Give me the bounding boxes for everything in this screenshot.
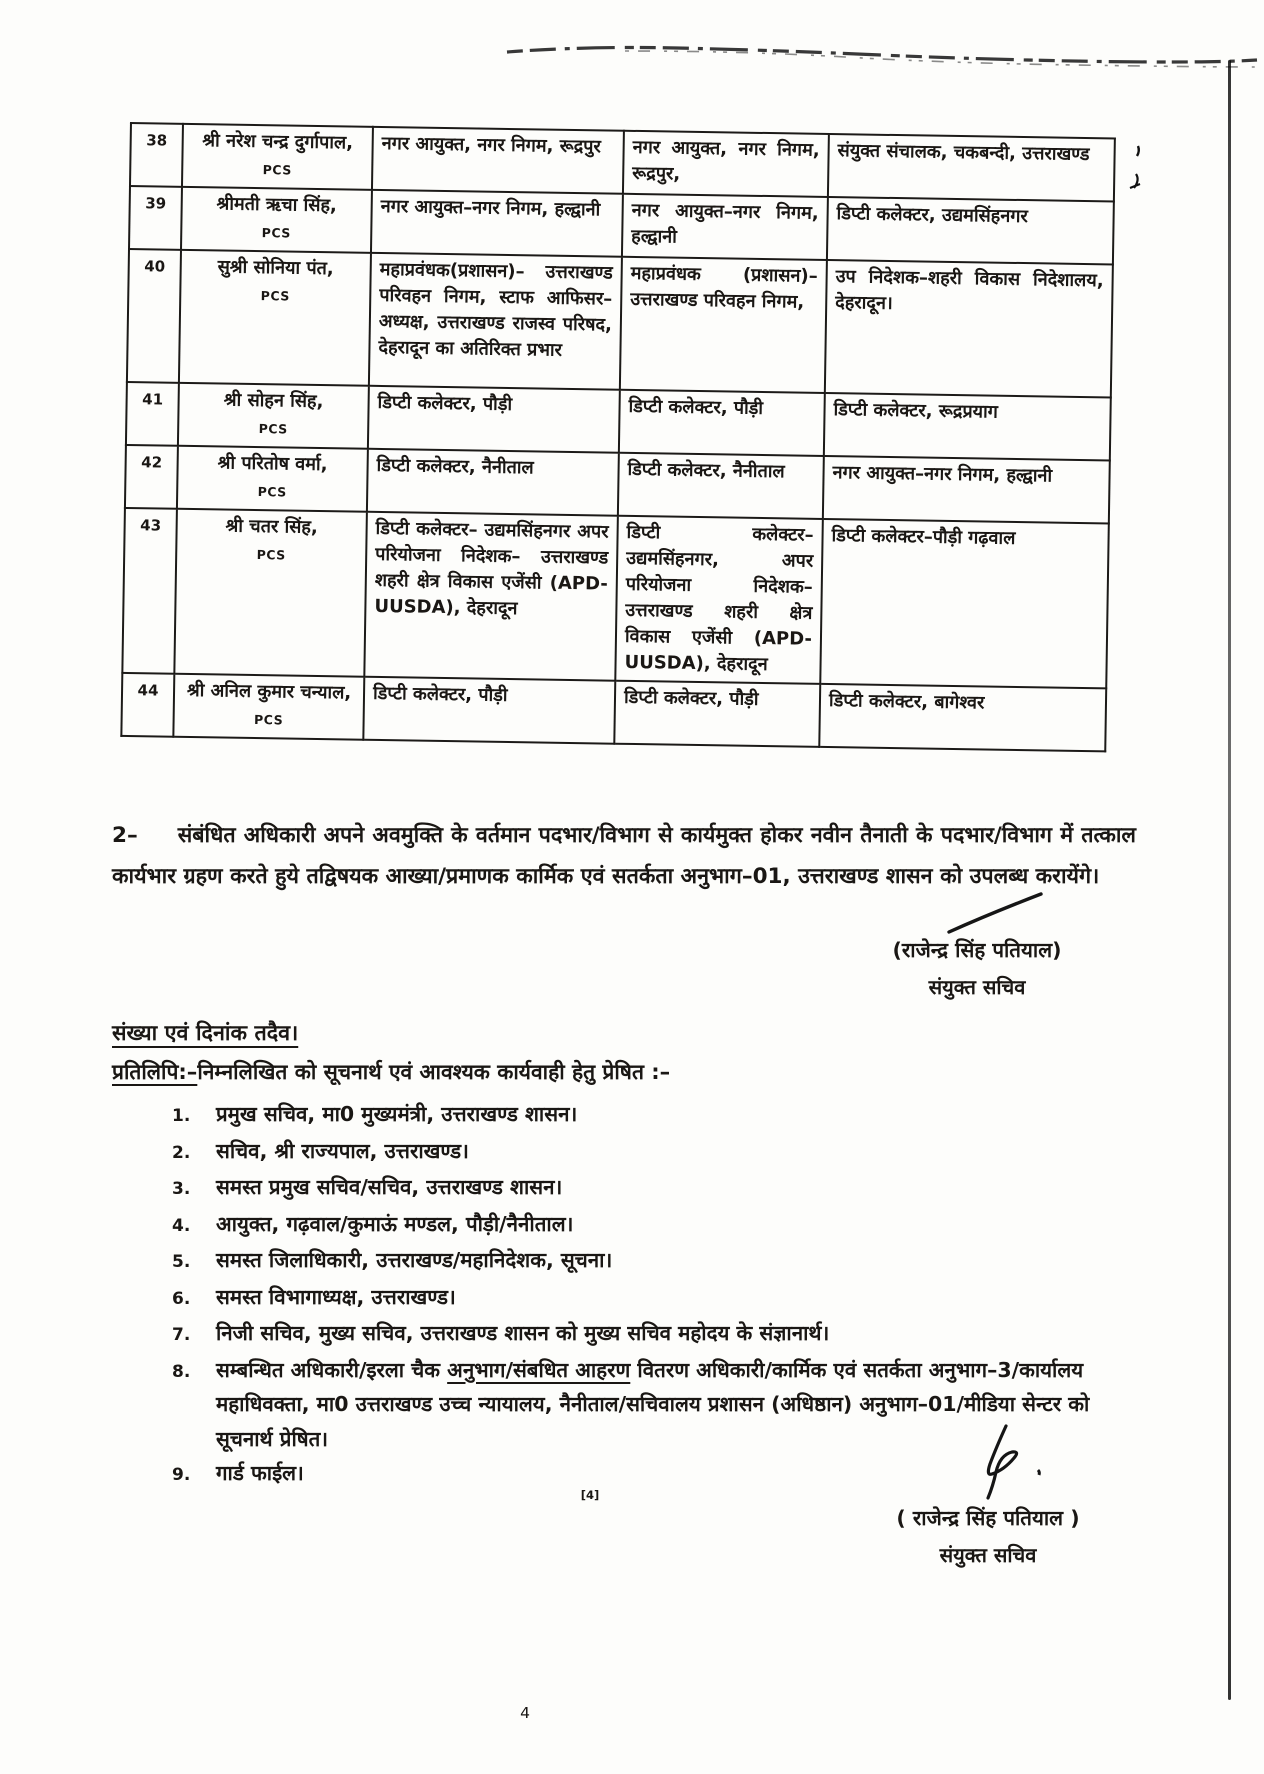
officer-name: श्री सोहन सिंह, [223,389,324,413]
officer-name-cell [179,250,371,386]
item-number: 6. [172,1288,191,1309]
item-8-underlined: अनुभाग/संबधित आहरण [447,1357,631,1382]
new-post-cell: डिप्टी कलेक्टर, रूद्रप्रयाग [824,393,1111,460]
officer-cadre: PCS [262,162,292,178]
ink-tick-marks [1122,142,1152,197]
signatory-title: संयुक्त सचिव [939,1543,1037,1567]
present-post-cell: डिप्टी कलेक्टर, पौड़ी [363,677,615,744]
serial-cell: 41 [126,382,179,446]
item-number: 5. [172,1252,191,1272]
relieved-post-cell: डिप्टी कलेक्टर, पौड़ी [619,390,825,456]
para-2-text: संबंधित अधिकारी अपने अवमुक्ति के वर्तमान पदभार/विभाग से कार्यमुक्त होकर नवीन तैनाती के पदभार/विभाग में तत्काल कार्यभार ग्रहण करते हुये तद्विषयक आख्या/प्रमाणक कार्मिक एवं सतर्कता अनुभाग–01, उत्तराखण्ड शासन को उपलब्ध करायेंगे। [112,822,1136,889]
item-8-post: वितरण अधिकारी/कार्मिक एवं सतर्कता अनुभाग–3/कार्यालय महाधिवक्ता, मा0 उत्तराखण्ड उच्च न्यायालय, नैनीताल/सचिवालय प्रशासन (अधिष्ठान) अनुभाग–01/मीडिया सेन्टर को सूचनार्थ प्रेषित। [216,1357,1090,1451]
signatory-name: (राजेन्द्र सिंह पतियाल) [892,938,1062,962]
item-text: आयुक्त, गढ़वाल/कुमाऊं मण्डल, पौड़ी/नैनीताल। [216,1211,574,1236]
para-2 [112,815,1136,897]
relieved-post-cell: डिप्टी कलेक्टर– उद्यमसिंहनगर, अपर परियोजना निदेशक– उत्तराखण्ड शहरी क्षेत्र विकास एजेंसी (APD-UUSDA), देहरादून [615,516,823,684]
page-number: 4 [520,1704,530,1722]
footer-ref: [4] [580,1488,600,1502]
item-number: 4. [172,1215,191,1236]
item-number: 8. [172,1361,191,1382]
list-item [172,1097,1110,1134]
present-post-cell: महाप्रवंधक(प्रशासन)– उत्तराखण्ड परिवहन निगम, स्टाफ आफिसर–अध्यक्ष, उत्तराखण्ड राजस्व परिषद, देहरादून का अतिरिक्त प्रभार [369,253,622,390]
item-number: 1. [172,1106,191,1126]
new-post-cell: डिप्टी कलेक्टर, बागेश्वर [819,684,1106,751]
officer-name-cell [177,446,368,512]
ref-date-line: संख्या एवं दिनांक तदैव। [112,1021,299,1046]
present-post-cell: डिप्टी कलेक्टर, नैनीताल [367,449,619,516]
item-text: समस्त विभागाध्यक्ष, उत्तराखण्ड। [216,1284,456,1309]
list-item [172,1170,1110,1207]
present-post-cell: नगर आयुक्त–नगर निगम, हल्द्वानी [371,190,623,257]
item-number: 2. [172,1142,191,1163]
officer-cadre: PCS [260,288,290,304]
list-item [172,1280,1110,1317]
new-post-cell: नगर आयुक्त–नगर निगम, हल्द्वानी [823,456,1110,523]
new-post-cell: उप निदेशक–शहरी विकास निदेशालय, देहरादून। [825,260,1113,397]
present-post-cell: डिप्टी कलेक्टर– उद्यमसिंहनगर अपर परियोजना निदेशक– उत्तराखण्ड शहरी क्षेत्र विकास एजेंसी (APD-UUSDA), देहरादून [364,512,618,681]
signature-scribble [868,1412,1108,1504]
table-row [127,249,1113,397]
officer-name-cell [182,124,373,190]
para-2-number: 2– [112,822,138,848]
serial-cell: 43 [122,508,177,674]
transfer-orders-table [120,122,1116,752]
officer-name: श्री अनिल कुमार चन्याल, [186,679,352,704]
serial-cell: 38 [130,123,183,187]
officer-name-cell [181,187,372,253]
serial-cell: 39 [129,186,182,250]
relieved-post-cell: नगर आयुक्त, नगर निगम, रूद्रपुर, [623,131,829,197]
item-number: 9. [172,1465,191,1485]
officer-cadre: PCS [261,225,291,241]
signatory-name: ( राजेन्द्र सिंह पतियाल ) [896,1506,1080,1530]
table-row [122,508,1108,688]
transfer-orders-table-wrap [120,122,1114,752]
smudge-dashed-line [505,36,1264,78]
relieved-post-cell: नगर आयुक्त–नगर निगम, हल्द्वानी [622,194,828,260]
signature-block-1 [857,888,1097,1000]
relieved-post-cell: डिप्टी कलेक्टर, पौड़ी [614,681,820,747]
item-text: समस्त जिलाधिकारी, उत्तराखण्ड/महानिदेशक, सूचना। [216,1248,613,1272]
serial-cell: 42 [125,445,178,509]
officer-cadre: PCS [256,547,286,563]
item-text: निजी सचिव, मुख्य सचिव, उत्तराखण्ड शासन को मुख्य सचिव महोदय के संज्ञानार्थ। [216,1321,830,1345]
present-post-cell: डिप्टी कलेक्टर, पौड़ी [368,386,620,453]
officer-cadre: PCS [253,712,284,728]
officer-name-cell [173,674,364,740]
officer-name-cell [178,383,369,449]
serial-cell: 40 [127,249,181,383]
officer-name: श्री परितोष वर्मा, [217,452,328,476]
list-item [172,1316,1110,1353]
officer-name: श्रीमती ऋचा सिंह, [216,193,338,217]
item-text: गार्ड फाईल। [216,1461,304,1485]
signatory-title: संयुक्त सचिव [928,975,1026,999]
relieved-post-cell: डिप्टी कलेक्टर, नैनीताल [618,453,824,519]
copies-heading-rest: निम्नलिखित को सूचनार्थ एवं आवश्यक कार्यवाही हेतु प्रेषित :– [197,1060,671,1084]
officer-cadre: PCS [257,484,287,500]
item-8-pre: सम्बन्धित अधिकारी/इरला चैक [216,1357,448,1382]
list-item [172,1243,1110,1280]
officer-name: सुश्री सोनिया पंत, [217,256,334,280]
serial-cell: 44 [121,673,174,737]
item-text: सचिव, श्री राज्यपाल, उत्तराखण्ड। [216,1138,469,1163]
item-text: समस्त प्रमुख सचिव/सचिव, उत्तराखण्ड शासन। [216,1175,563,1199]
signature-block-2 [868,1412,1108,1568]
relieved-post-cell: महाप्रवंधक (प्रशासन)– उत्तराखण्ड परिवहन निगम, [620,257,827,393]
copies-heading-underlined: प्रतिलिपि:– [112,1060,198,1084]
list-item [172,1134,1110,1171]
signature-stroke [857,888,1097,936]
new-post-cell: डिप्टी कलेक्टर–पौड़ी गढ़वाल [820,519,1109,688]
new-post-cell: डिप्टी कलेक्टर, उद्यमसिंहनगर [827,197,1114,264]
item-number: 3. [172,1179,191,1199]
officer-cadre: PCS [258,421,288,437]
officer-name-cell [174,509,367,677]
new-post-cell: संयुक्त संचालक, चकबन्दी, उत्तराखण्ड [828,134,1115,201]
copies-heading [112,1058,670,1086]
officer-name: श्री चतर सिंह, [225,515,318,538]
present-post-cell: नगर आयुक्त, नगर निगम, रूद्रपुर [372,127,624,194]
officer-name: श्री नरेश चन्द्र दुर्गापाल, [202,130,354,154]
scan-edge-line [1228,60,1231,1700]
item-number: 7. [172,1325,191,1345]
item-text: प्रमुख सचिव, मा0 मुख्यमंत्री, उत्तराखण्ड शासन। [216,1102,578,1126]
list-item [172,1207,1110,1244]
